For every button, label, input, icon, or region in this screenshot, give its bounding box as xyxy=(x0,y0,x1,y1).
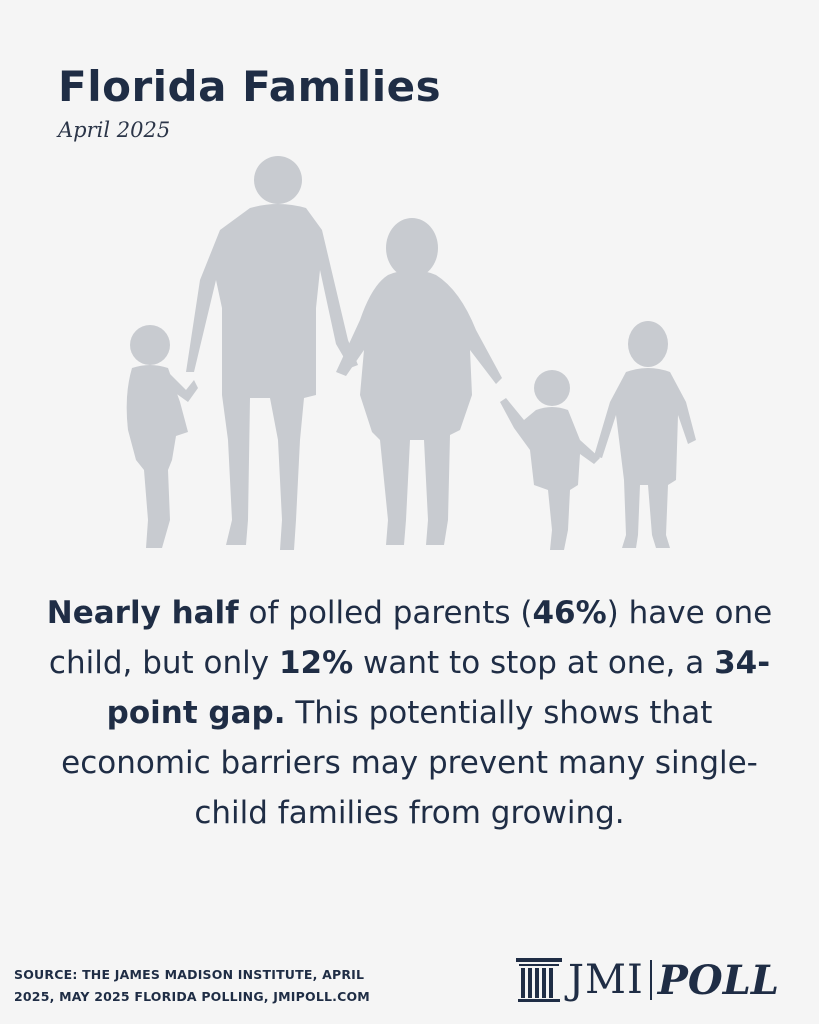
body-text-1: of polled parents ( xyxy=(238,595,533,631)
source-line-1: SOURCE: THE JAMES MADISON INSTITUTE, APRIL xyxy=(14,967,365,982)
highlight-12-percent: 12% xyxy=(278,645,354,681)
body-statement xyxy=(40,588,779,838)
logo-poll-text: POLL xyxy=(657,956,779,1004)
column-icon xyxy=(516,956,562,1004)
highlight-46-percent: 46% xyxy=(532,595,607,631)
page-subtitle: April 2025 xyxy=(58,118,171,142)
body-text-3: want to stop at one, a xyxy=(353,645,715,681)
logo-jmi-text: JMI xyxy=(568,957,644,1003)
highlight-34-point-gap: 34-point gap. xyxy=(106,645,771,731)
family-silhouette-icon xyxy=(110,140,710,560)
highlight-nearly-half: Nearly half xyxy=(46,595,239,631)
source-citation xyxy=(14,964,414,1008)
body-text-4: This potentially shows that economic barriers may prevent many single-child families from growing. xyxy=(61,695,758,831)
body-text-2: ) have one child, but only xyxy=(48,595,773,681)
logo-divider xyxy=(650,960,652,1000)
jmi-poll-logo xyxy=(516,950,779,1010)
source-line-2: 2025, MAY 2025 FLORIDA POLLING, JMIPOLL.COM xyxy=(14,989,370,1004)
page-title: Florida Families xyxy=(58,62,442,111)
